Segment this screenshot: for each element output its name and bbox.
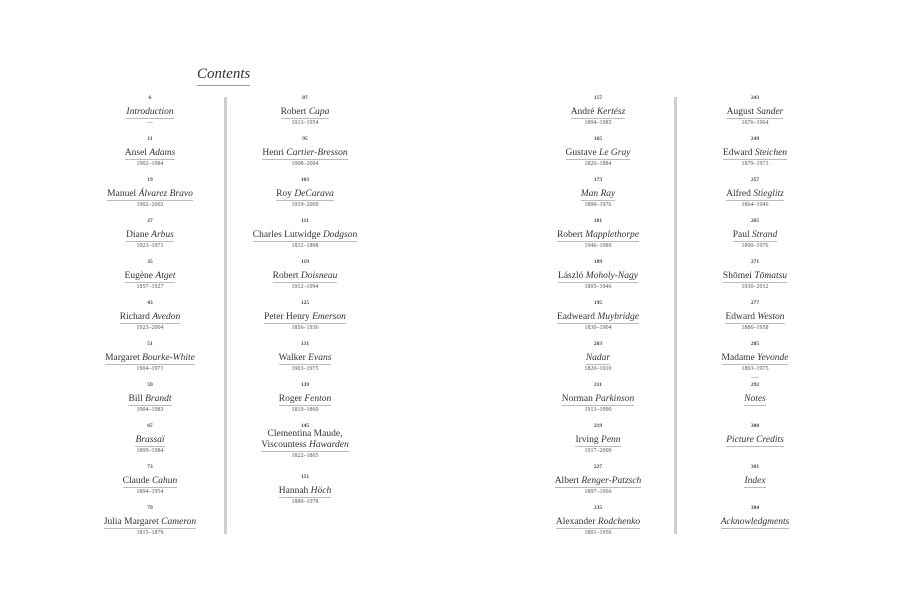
entry-dates: 1889–1978 [291, 499, 319, 505]
toc-entry[interactable] [700, 259, 810, 292]
entry-surname: Emerson [312, 312, 346, 322]
entry-surname: Penn [601, 435, 621, 445]
entry-first-name: Irving [575, 435, 602, 445]
entry-surname: Rodchenko [597, 517, 641, 527]
entry-name[interactable] [107, 189, 193, 201]
entry-dates: 1876–1964 [741, 120, 769, 126]
entry-surname: Höch [310, 486, 332, 496]
entry-first-name: Paul [732, 230, 752, 240]
entry-surname: Arbus [151, 230, 174, 240]
entry-first-name: Madame [721, 353, 758, 363]
entry-first-name: Julia Margaret [103, 517, 162, 527]
toc-entry[interactable] [238, 136, 372, 169]
toc-entry[interactable] [536, 341, 660, 374]
entry-first-name: Margaret [105, 353, 143, 363]
entry-first-name: Clementina Maude, [267, 429, 343, 439]
entry-first-name: Alfred [726, 189, 754, 199]
entry-surname: Picture Credits [726, 435, 784, 445]
toc-entry[interactable] [90, 136, 210, 169]
page-number: 27 [147, 218, 153, 224]
page-number: 95 [302, 136, 308, 142]
toc-entry[interactable] [90, 218, 210, 251]
entry-dates: 1895–1946 [584, 284, 612, 290]
entry-dates: 1894–1985 [584, 120, 612, 126]
entry-name[interactable] [562, 394, 635, 406]
page-number: 11 [147, 136, 153, 142]
toc-entry[interactable] [536, 464, 660, 497]
page-number: 73 [147, 464, 153, 470]
entry-first-name: Robert [272, 271, 301, 281]
toc-entry[interactable] [700, 136, 810, 169]
entry-first-name: Claude [122, 476, 152, 486]
entry-name[interactable] [104, 517, 196, 529]
entry-dates: 1890–1976 [741, 243, 769, 249]
entry-surname: Atget [155, 271, 176, 281]
entry-surname: Cahun [151, 476, 178, 486]
entry-first-name: Edward [722, 148, 755, 158]
entry-name[interactable] [566, 148, 631, 160]
page-number: 271 [750, 259, 760, 265]
column-divider-right [674, 97, 677, 534]
entry-dates: 1897–1966 [584, 489, 612, 495]
entry-dates: 1819–1869 [291, 407, 319, 413]
page-number: 227 [593, 464, 603, 470]
entry-surname: Tōmatsu [754, 271, 788, 281]
entry-first-name: Peter Henry [264, 312, 313, 322]
page-number: 43 [147, 300, 153, 306]
entry-first-name: Richard [119, 312, 153, 322]
entry-surname: Renger-Patzsch [581, 476, 642, 486]
toc-entry[interactable] [238, 423, 372, 461]
toc-entry[interactable] [90, 341, 210, 374]
entry-name[interactable] [253, 230, 358, 242]
entry-first-name: August [726, 107, 757, 117]
toc-entry[interactable] [238, 300, 372, 333]
entry-dates: 1886–1958 [741, 325, 769, 331]
toc-entry[interactable] [700, 505, 810, 529]
toc-entry[interactable] [536, 218, 660, 251]
entry-dash: — [751, 373, 759, 381]
toc-entry[interactable] [700, 423, 810, 447]
toc-entry[interactable] [90, 505, 210, 538]
entry-name[interactable] [575, 435, 620, 447]
entry-first-name: Henri [262, 148, 287, 158]
entry-first-name: Edward [725, 312, 758, 322]
entry-dates: 1923–2004 [136, 325, 164, 331]
entry-name[interactable] [279, 353, 332, 365]
toc-entry[interactable] [90, 300, 210, 333]
page-number: 103 [300, 177, 310, 183]
page-number: 181 [593, 218, 603, 224]
entry-dates: 1890–1976 [584, 202, 612, 208]
page-number: 111 [301, 218, 309, 224]
entry-name[interactable] [581, 189, 616, 201]
entry-first-name: Ansel [124, 148, 150, 158]
entry-surname: Muybridge [597, 312, 640, 322]
entry-surname: Cartier-Bresson [286, 148, 348, 158]
toc-entry[interactable] [700, 218, 810, 251]
entry-name[interactable] [586, 353, 610, 365]
entry-dates: 1820–1884 [584, 161, 612, 167]
entry-surname: Hawarden [308, 440, 349, 450]
entry-surname: Yevonde [757, 353, 789, 363]
entry-name[interactable] [276, 189, 334, 201]
entry-name[interactable] [723, 148, 787, 160]
entry-name[interactable] [571, 107, 626, 119]
entry-dates: 1894–1954 [136, 489, 164, 495]
entry-first-name: Bill [128, 394, 146, 404]
entry-surname: Weston [757, 312, 785, 322]
entry-dates: 1820–1910 [584, 366, 612, 372]
page-number: 35 [147, 259, 153, 265]
entry-surname: Steichen [754, 148, 788, 158]
page-number: 145 [300, 423, 310, 429]
page-number: 139 [300, 382, 310, 388]
page-number: 189 [593, 259, 603, 265]
entry-dates: 1917–2009 [584, 448, 612, 454]
entry-first-name: Manuel [107, 189, 139, 199]
entry-name[interactable] [744, 394, 766, 406]
entry-name[interactable] [555, 476, 642, 488]
entry-first-name: Gustave [565, 148, 600, 158]
entry-dates: 1891–1956 [584, 530, 612, 536]
entry-surname: Brassaï [135, 435, 165, 445]
column-divider-left [224, 97, 227, 534]
toc-entry[interactable] [536, 259, 660, 292]
entry-dates: 1899–1984 [136, 448, 164, 454]
toc-entry[interactable] [90, 382, 210, 415]
entry-surname: Capa [308, 107, 330, 117]
toc-entry[interactable] [238, 218, 372, 251]
toc-entry[interactable] [90, 177, 210, 210]
toc-entry[interactable] [700, 341, 810, 381]
entry-name[interactable] [727, 107, 784, 119]
toc-entry[interactable] [700, 464, 810, 488]
toc-entry[interactable] [536, 300, 660, 333]
entry-name[interactable] [279, 394, 332, 406]
entry-name[interactable] [105, 353, 195, 365]
entry-surname: Introduction [126, 107, 174, 117]
entry-dates: 1913–1954 [291, 120, 319, 126]
page-number: 277 [750, 300, 760, 306]
toc-entry[interactable] [536, 423, 660, 456]
page-number: 219 [593, 423, 603, 429]
entry-name[interactable] [744, 476, 765, 488]
toc-entry[interactable] [536, 382, 660, 415]
toc-entry[interactable] [90, 464, 210, 497]
entry-name[interactable] [125, 271, 176, 283]
entry-name[interactable] [725, 312, 784, 324]
entry-dates: — [147, 120, 153, 126]
entry-name[interactable] [281, 107, 330, 119]
page-number: 195 [593, 300, 603, 306]
entry-first-name: Albert [554, 476, 582, 486]
entry-first-name: Eadweard [556, 312, 598, 322]
entry-first-name: Norman [561, 394, 596, 404]
entry-surname: Cameron [161, 517, 197, 527]
entry-surname: Man Ray [580, 189, 616, 199]
page-number: 125 [300, 300, 310, 306]
entry-name[interactable] [279, 486, 332, 498]
entry-name[interactable] [261, 429, 348, 452]
entry-surname: Stieglitz [753, 189, 784, 199]
entry-dates: 1864–1946 [741, 202, 769, 208]
page-number: 19 [147, 177, 153, 183]
entry-name[interactable] [262, 148, 347, 160]
entry-surname: Fenton [304, 394, 332, 404]
entry-name[interactable] [726, 189, 784, 201]
page-number: 151 [300, 474, 310, 480]
entry-name[interactable] [726, 435, 784, 447]
page-number: 6 [148, 95, 152, 101]
entry-surname: Doisneau [300, 271, 338, 281]
page-number: 265 [750, 218, 760, 224]
entry-name[interactable] [721, 517, 790, 529]
entry-surname: Acknowledgments [720, 517, 790, 527]
entry-dates: 1822–1865 [291, 453, 319, 459]
entry-dates: 1902–2002 [136, 202, 164, 208]
entry-name[interactable] [264, 312, 346, 324]
entry-first-name: Roger [278, 394, 305, 404]
toc-entry[interactable] [238, 474, 372, 507]
entry-first-name: Hannah [278, 486, 311, 496]
toc-entry[interactable] [238, 95, 372, 128]
entry-dates: 1832–1898 [291, 243, 319, 249]
page-number: 131 [300, 341, 310, 347]
entry-surname: Parkinson [595, 394, 635, 404]
entry-surname: Sander [756, 107, 784, 117]
page-number: 249 [750, 136, 760, 142]
toc-entry[interactable] [700, 177, 810, 210]
page-number: 285 [750, 341, 760, 347]
entry-name[interactable] [126, 107, 173, 119]
entry-surname: Nadar [585, 353, 611, 363]
entry-surname: Dodgson [322, 230, 358, 240]
entry-name[interactable] [723, 271, 787, 283]
entry-surname: Evans [308, 353, 332, 363]
page-number: 243 [750, 95, 760, 101]
entry-surname: Avedon [152, 312, 181, 322]
entry-surname: Strand [751, 230, 778, 240]
entry-name[interactable] [557, 230, 639, 242]
entry-name[interactable] [558, 271, 638, 283]
entry-first-name: Roy [276, 189, 295, 199]
entry-first-name: Shōmei [722, 271, 755, 281]
page-number: 119 [301, 259, 309, 265]
entry-surname: Le Gray [599, 148, 631, 158]
toc-entry[interactable] [238, 259, 372, 292]
page-number: 173 [593, 177, 603, 183]
entry-dates: 1913–1990 [584, 407, 612, 413]
entry-surname: DeCarava [294, 189, 334, 199]
page-number: 87 [302, 95, 308, 101]
entry-dates: 1912–1994 [291, 284, 319, 290]
entry-dates: 1930–2012 [741, 284, 769, 290]
entry-dates: 1946–1989 [584, 243, 612, 249]
entry-first-name: Walker [278, 353, 309, 363]
page-number: 300 [750, 423, 760, 429]
entry-first-name: Robert [556, 230, 586, 240]
entry-name[interactable] [126, 230, 174, 242]
entry-first-name: Robert [280, 107, 309, 117]
toc-entry[interactable] [90, 259, 210, 292]
entry-first-name: László [558, 271, 586, 281]
entry-dates: 1879–1973 [741, 161, 769, 167]
page-number: 79 [147, 505, 153, 511]
entry-dates: 1857–1927 [136, 284, 164, 290]
entry-surname: Adams [149, 148, 176, 158]
toc-entry[interactable] [238, 382, 372, 415]
entry-first-name: André [570, 107, 597, 117]
entry-dates: 1908–2004 [291, 161, 319, 167]
toc-entry[interactable] [238, 177, 372, 210]
page-number: 165 [593, 136, 603, 142]
contents-title: Contents [197, 66, 250, 86]
page-number: 292 [750, 382, 760, 388]
entry-dates: 1830–1904 [584, 325, 612, 331]
entry-name[interactable] [556, 517, 640, 529]
entry-surname: Index [744, 476, 766, 486]
toc-entry[interactable] [700, 95, 810, 128]
entry-name[interactable] [128, 394, 171, 406]
page-number: 257 [750, 177, 760, 183]
entry-surname: Moholy-Nagy [585, 271, 638, 281]
entry-surname: Álvarez Bravo [138, 189, 193, 199]
page-number: 67 [147, 423, 153, 429]
entry-surname: Bourke-White [142, 353, 195, 363]
entry-first-name-continued: Viscountess [261, 440, 309, 450]
page-number: 51 [147, 341, 153, 347]
entry-name[interactable] [123, 476, 178, 488]
entry-dates: 1919–2009 [291, 202, 319, 208]
entry-dates: 1902–1984 [136, 161, 164, 167]
toc-entry[interactable] [536, 136, 660, 169]
page-number: 203 [593, 341, 603, 347]
toc-entry[interactable] [700, 300, 810, 333]
entry-dates: 1856–1936 [291, 325, 319, 331]
entry-name[interactable] [125, 148, 175, 160]
entry-dates: 1903–1975 [291, 366, 319, 372]
entry-dates: 1923–1971 [136, 243, 164, 249]
toc-entry[interactable] [238, 341, 372, 374]
toc-entry[interactable] [536, 177, 660, 210]
toc-entry[interactable] [536, 95, 660, 128]
toc-entry[interactable] [90, 95, 210, 128]
entry-surname: Kertész [596, 107, 626, 117]
toc-entry[interactable] [90, 423, 210, 456]
page-number: 235 [593, 505, 603, 511]
toc-entry[interactable] [536, 505, 660, 538]
entry-name[interactable] [733, 230, 778, 242]
toc-entry[interactable] [700, 382, 810, 406]
entry-dates: 1904–1983 [136, 407, 164, 413]
entry-surname: Notes [744, 394, 766, 404]
entry-surname: Mapplethorpe [585, 230, 640, 240]
entry-dates: 1904–1971 [136, 366, 164, 372]
entry-dates: 1893–1975 [741, 366, 769, 372]
entry-first-name: Eugène [124, 271, 156, 281]
page-number: 211 [594, 382, 602, 388]
entry-first-name: Alexander [555, 517, 598, 527]
entry-name[interactable] [722, 353, 789, 365]
page-number: 157 [593, 95, 603, 101]
page-number: 301 [750, 464, 760, 470]
entry-dates: 1815–1879 [136, 530, 164, 536]
entry-name[interactable] [120, 312, 180, 324]
entry-surname: Brandt [145, 394, 172, 404]
entry-name[interactable] [557, 312, 639, 324]
page-number: 59 [147, 382, 153, 388]
entry-name[interactable] [273, 271, 338, 283]
entry-first-name: Diane [126, 230, 152, 240]
entry-name[interactable] [135, 435, 164, 447]
page-number: 304 [750, 505, 760, 511]
entry-first-name: Charles Lutwidge [252, 230, 323, 240]
